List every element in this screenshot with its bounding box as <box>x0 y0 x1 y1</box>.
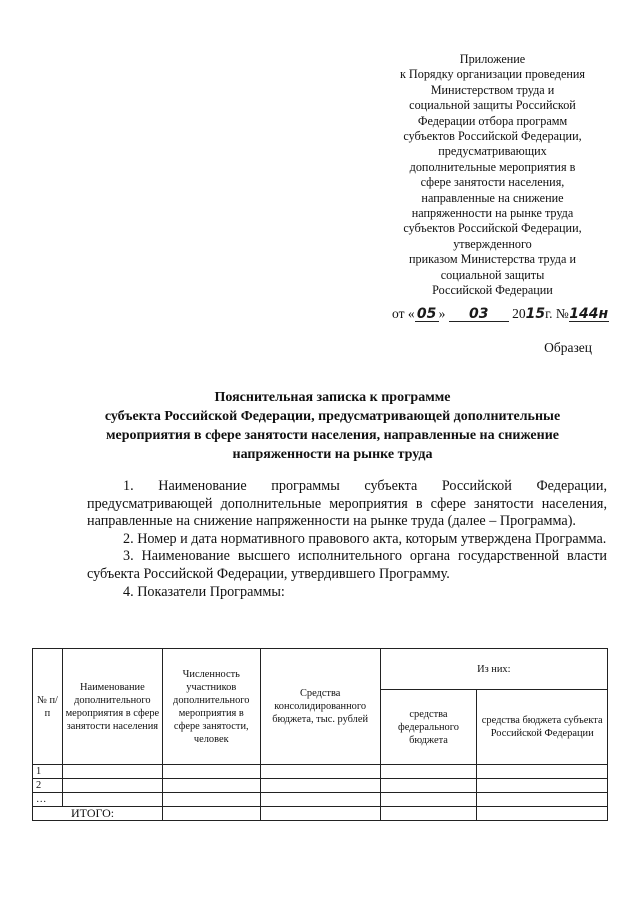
paragraph: 3. Наименование высшего исполнительного органа государственной власти субъекта Российской Федерации, утвердившего Программу. <box>87 548 607 582</box>
indicators-table <box>32 648 608 821</box>
table-cell <box>260 807 380 821</box>
order-date-line <box>392 306 609 322</box>
table-cell <box>380 793 477 807</box>
paragraph: 2. Номер и дата нормативного правового акта, которым утверждена Программа. <box>123 530 607 547</box>
appendix-line: направленные на снижение <box>421 190 564 205</box>
appendix-line: социальной защиты <box>440 267 545 282</box>
header-of-which: Из них: <box>380 649 607 690</box>
title-line: мероприятия в сфере занятости населения, направленные на снижение <box>106 428 559 443</box>
table-cell <box>477 807 608 821</box>
table-cell <box>162 793 260 807</box>
table-row <box>33 779 608 793</box>
row-number: 1 <box>33 765 63 779</box>
order-prefix: от « <box>392 306 415 321</box>
table-cell <box>477 779 608 793</box>
table-cell <box>62 765 162 779</box>
table-cell <box>162 765 260 779</box>
header-federal: средства федерального бюджета <box>380 690 477 765</box>
order-year-prefix: 20 <box>512 306 526 321</box>
table-cell <box>380 765 477 779</box>
table-row <box>33 793 608 807</box>
order-number-label: г. № <box>545 306 569 321</box>
table-cell <box>162 807 260 821</box>
document-title <box>60 388 605 464</box>
table-cell <box>260 793 380 807</box>
header-count: Численность участников дополнительного мероприятия в сфере занятости, человек <box>162 649 260 765</box>
appendix-line: приказом Министерства труда и <box>409 252 576 267</box>
order-month: 03 <box>449 307 509 322</box>
table-total-row <box>33 807 608 821</box>
title-line: напряженности на рынке труда <box>232 447 433 462</box>
total-label: ИТОГО: <box>33 807 163 821</box>
table-header-row <box>33 649 608 690</box>
order-year-suffix: 15 <box>525 306 546 322</box>
table-row <box>33 765 608 779</box>
title-line: субъекта Российской Федерации, предусматривающей дополнительные <box>104 409 561 424</box>
table-cell <box>260 765 380 779</box>
document-body <box>87 478 607 601</box>
header-regional: средства бюджета субъекта Российской Федерации <box>477 690 608 765</box>
table-cell <box>62 779 162 793</box>
table-cell <box>62 793 162 807</box>
order-number: 144н <box>569 306 609 322</box>
appendix-line: сфере занятости населения, <box>420 175 565 190</box>
appendix-line: Министерством труда и <box>430 82 555 97</box>
table-cell <box>477 765 608 779</box>
header-num: № п/п <box>33 649 63 765</box>
header-name: Наименование дополнительного мероприятия в сфере занятости населения <box>62 649 162 765</box>
table-cell <box>162 779 260 793</box>
paragraph: 4. Показатели Программы: <box>123 583 285 600</box>
order-mid: » <box>438 306 446 321</box>
table-cell <box>380 807 477 821</box>
appendix-line: Российской Федерации <box>432 283 553 298</box>
appendix-line: социальной защиты Российской <box>409 98 576 113</box>
appendix-line: субъектов Российской Федерации, <box>403 221 582 236</box>
row-number: … <box>33 793 63 807</box>
title-line: Пояснительная записка к программе <box>214 390 451 405</box>
appendix-header <box>375 52 610 299</box>
appendix-line: дополнительные мероприятия в <box>409 159 576 174</box>
row-number: 2 <box>33 779 63 793</box>
sample-label: Образец <box>544 340 592 355</box>
header-funds: Средства консолидированного бюджета, тыс. рублей <box>260 649 380 765</box>
paragraph: 1. Наименование программы субъекта Российской Федерации, предусматривающей дополнительные мероприятия в сфере занятости населения, направленные на снижение напряженности на рынке труда (далее – Программа). <box>87 478 607 530</box>
appendix-line: Приложение <box>459 52 526 66</box>
appendix-line: к Порядку организации проведения <box>399 67 586 82</box>
table-cell <box>380 779 477 793</box>
appendix-line: утвержденного <box>453 236 532 251</box>
appendix-line: напряженности на рынке труда <box>411 206 574 221</box>
appendix-line: предусматривающих <box>438 144 547 159</box>
table-cell <box>477 793 608 807</box>
order-day: 05 <box>415 307 439 322</box>
table-cell <box>260 779 380 793</box>
appendix-line: субъектов Российской Федерации, <box>403 129 582 144</box>
appendix-line: Федерации отбора программ <box>417 113 568 128</box>
